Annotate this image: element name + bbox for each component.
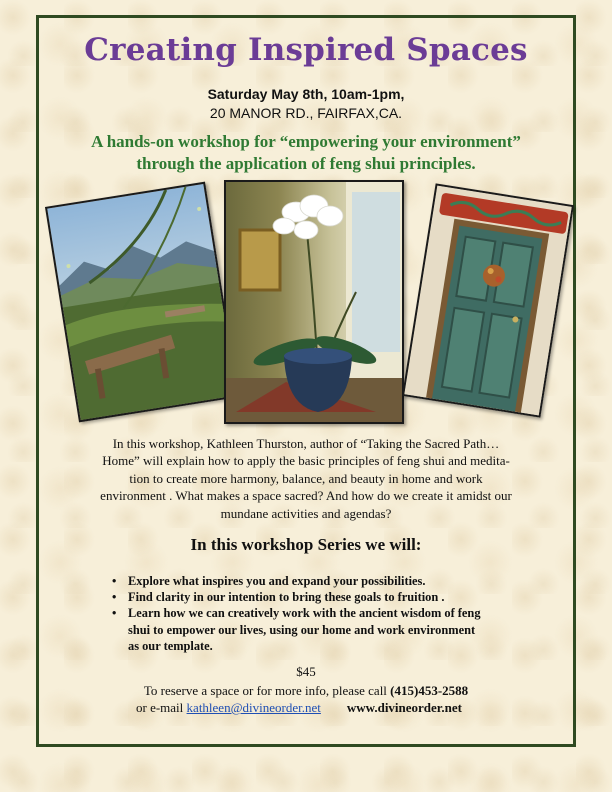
- description-line: environment . What makes a space sacred? And how do we create it amidst our: [100, 488, 512, 504]
- event-date-time: Saturday May 8th, 10am-1pm,: [207, 86, 405, 102]
- list-item-text: as our template.: [128, 638, 213, 653]
- price: $45: [296, 664, 316, 679]
- tagline-line-2: through the application of feng shui principles.: [136, 154, 476, 173]
- list-item-text: shui to empower our lives, using our home and work environment: [128, 622, 476, 637]
- list-item: [110, 573, 550, 589]
- contact-line: [136, 700, 462, 716]
- bullet-icon: •: [112, 590, 117, 605]
- bullet-icon: •: [112, 606, 117, 621]
- flyer-title: Creating Inspired Spaces: [84, 32, 528, 68]
- description-line: tion to create more harmony, balance, and beauty in home and work: [129, 470, 483, 486]
- reservation-line: [0, 683, 612, 699]
- description-line: mundane activities and agendas?: [220, 505, 392, 521]
- list-item: [110, 605, 550, 654]
- list-item: [110, 589, 550, 605]
- email-prefix: or e-mail: [136, 700, 187, 715]
- list-item-text: Explore what inspires you and expand your possibilities.: [128, 574, 426, 588]
- event-address: 20 MANOR RD., FAIRFAX,CA.: [209, 105, 403, 121]
- reservation-text: To reserve a space or for more info, please call: [143, 683, 391, 698]
- description-line: In this workshop, Kathleen Thurston, author of “Taking the Sacred Path…: [112, 436, 500, 451]
- website-link[interactable]: www.divineorder.net: [346, 700, 462, 715]
- tagline: [60, 131, 552, 175]
- bullet-icon: •: [112, 574, 117, 588]
- orchid-window-illustration: [226, 182, 404, 424]
- description-line: Home” will explain how to apply the basic principles of feng shui and medita-: [102, 453, 510, 469]
- phone-number[interactable]: (415)453-2588: [390, 683, 469, 698]
- list-item-text: Learn how we can creatively work with the ancient wisdom of feng: [128, 606, 481, 621]
- workshop-description: [78, 435, 534, 522]
- mountain-garden-illustration: [47, 183, 239, 422]
- tagline-line-1: A hands-on workshop for “empowering your environment”: [91, 132, 521, 151]
- orchid-window-photo: [224, 180, 404, 424]
- email-link[interactable]: kathleen@divineorder.net: [186, 700, 321, 715]
- series-heading: In this workshop Series we will:: [190, 535, 422, 554]
- workshop-goals-list: [110, 573, 550, 654]
- mountain-garden-photo: [45, 182, 239, 423]
- list-item-text: Find clarity in our intention to bring these goals to fruition .: [128, 590, 445, 605]
